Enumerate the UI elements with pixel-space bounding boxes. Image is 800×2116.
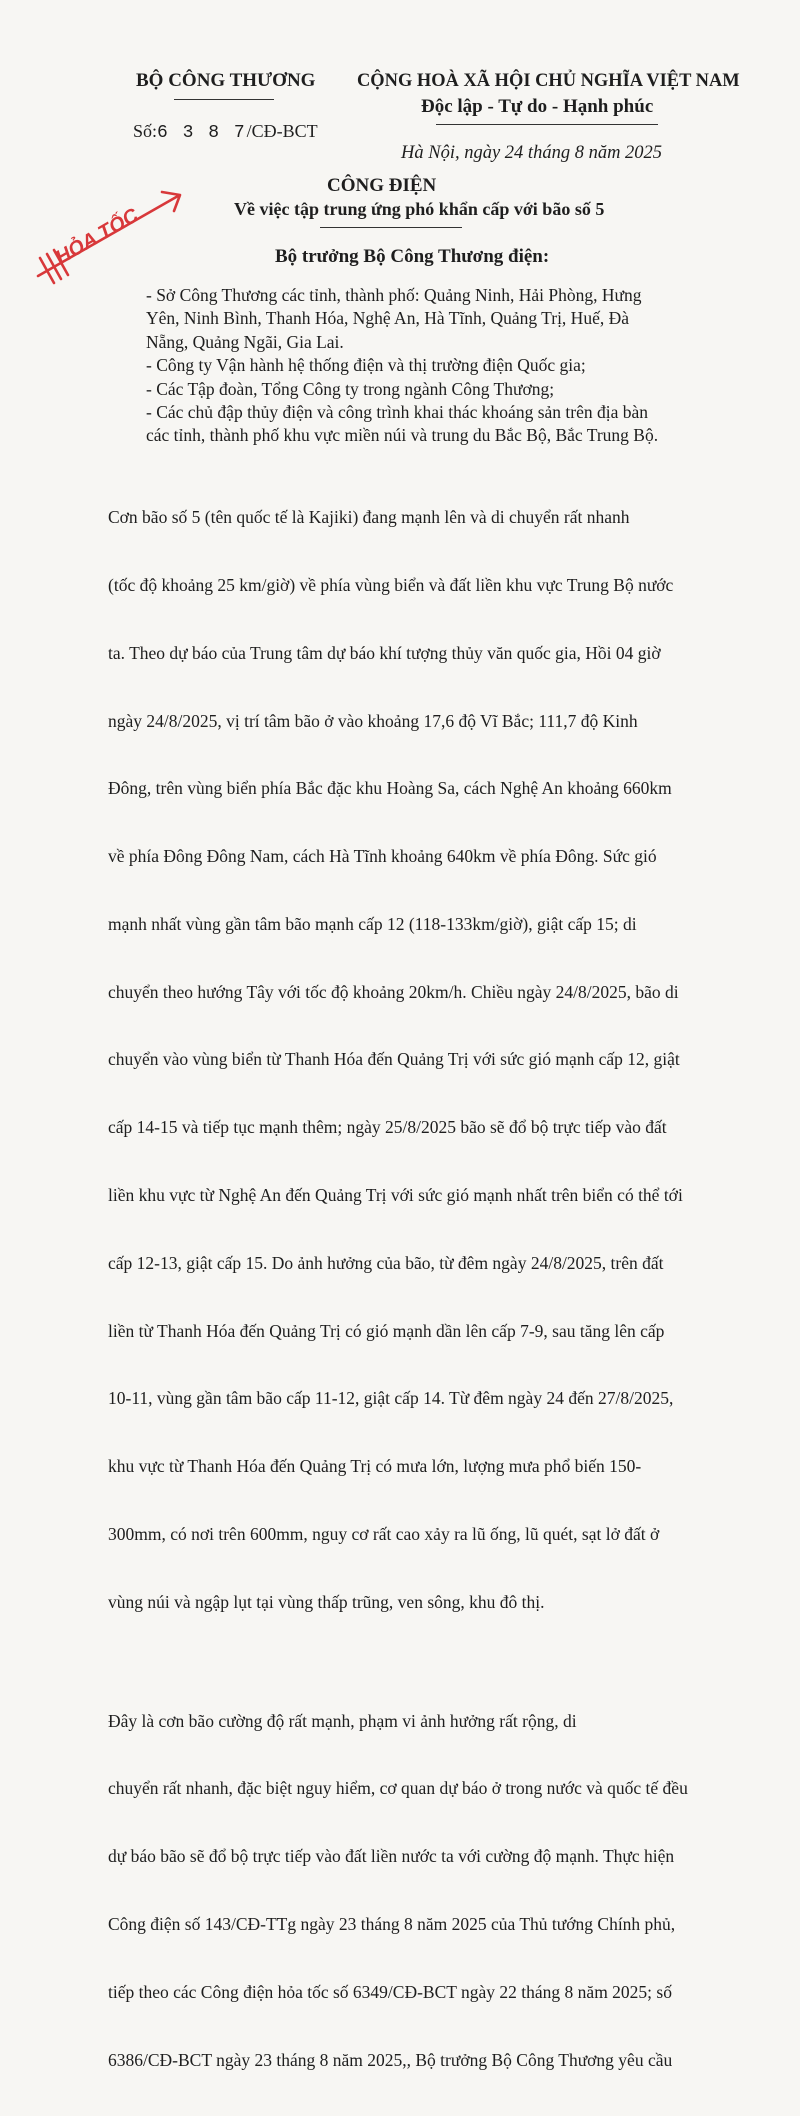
recipient-line: - Sở Công Thương các tỉnh, thành phố: Quảng Ninh, Hải Phòng, Hưng — [146, 285, 642, 305]
body-line: 6386/CĐ-BCT ngày 23 tháng 8 năm 2025,, Bộ trưởng Bộ Công Thương yêu cầu — [108, 2049, 673, 2070]
body-line: tiếp theo các Công điện hỏa tốc số 6349/CĐ-BCT ngày 22 tháng 8 năm 2025; số — [108, 1981, 672, 2002]
paragraph-gap — [108, 1658, 720, 1664]
body-line: khu vực từ Thanh Hóa đến Quảng Trị có mưa lớn, lượng mưa phổ biến 150- — [108, 1456, 642, 1477]
body-line: Đây là cơn bão cường độ rất mạnh, phạm vi ảnh hưởng rất rộng, di — [108, 1710, 577, 1731]
body-line: ta. Theo dự báo của Trung tâm dự báo khí tượng thủy văn quốc gia, Hồi 04 giờ — [108, 642, 661, 663]
urgent-stamp-text: HỎA TỐC — [51, 204, 143, 270]
recipient-list — [146, 284, 720, 448]
org-underline — [174, 99, 274, 100]
document-type: CÔNG ĐIỆN — [327, 175, 437, 196]
body-line: chuyển rất nhanh, đặc biệt nguy hiểm, cơ quan dự báo ở trong nước và quốc tế đều — [108, 1778, 688, 1799]
body-line: dự báo bão sẽ đổ bộ trực tiếp vào đất liền nước ta với cường độ mạnh. Thực hiện — [108, 1846, 675, 1867]
subject-underline — [320, 227, 462, 228]
recipient-line: các tỉnh, thành phố khu vực miền núi và trung du Bắc Bộ, Bắc Trung Bộ. — [146, 425, 659, 446]
recipient-line: Nẵng, Quảng Ngãi, Gia Lai. — [146, 331, 344, 352]
recipient-line: - Công ty Vận hành hệ thống điện và thị trường điện Quốc gia; — [146, 355, 586, 376]
document-number — [133, 121, 318, 143]
document-subject: Về việc tập trung ứng phó khẩn cấp với bão số 5 — [234, 199, 605, 219]
addressee-line: Bộ trưởng Bộ Công Thương điện: — [275, 246, 550, 267]
recipient-line: Yên, Ninh Bình, Thanh Hóa, Nghệ An, Hà Tĩnh, Quảng Trị, Huế, Đà — [146, 308, 629, 329]
body-line: về phía Đông Đông Nam, cách Hà Tĩnh khoảng 640km về phía Đông. Sức gió — [108, 846, 657, 867]
doc-number-suffix: /CĐ-BCT — [246, 121, 318, 141]
issuing-organization: BỘ CÔNG THƯƠNG — [136, 70, 316, 91]
body-line: liền từ Thanh Hóa đến Quảng Trị có gió mạnh dần lên cấp 7-9, sau tăng lên cấp — [108, 1320, 665, 1341]
body-line: chuyển theo hướng Tây với tốc độ khoảng 20km/h. Chiều ngày 24/8/2025, bão di — [108, 981, 679, 1002]
body-text — [108, 461, 720, 2116]
body-line: cấp 12-13, giật cấp 15. Do ảnh hưởng của bão, từ đêm ngày 24/8/2025, trên đất — [108, 1252, 664, 1273]
doc-number-prefix: Số: — [133, 121, 158, 141]
body-line: 10-11, vùng gần tâm bão cấp 11-12, giật cấp 14. Từ đêm ngày 24 đến 27/8/2025, — [108, 1388, 674, 1409]
body-line: ngày 24/8/2025, vị trí tâm bão ở vào khoảng 17,6 độ Vĩ Bắc; 111,7 độ Kinh — [108, 710, 638, 731]
recipient-line: - Các Tập đoàn, Tổng Công ty trong ngành Công Thương; — [146, 378, 555, 399]
national-motto: Độc lập - Tự do - Hạnh phúc — [421, 96, 654, 117]
doc-number-value: 6 3 8 7 — [157, 123, 247, 143]
body-line: Đông, trên vùng biển phía Bắc đặc khu Hoàng Sa, cách Nghệ An khoảng 660km — [108, 778, 672, 799]
body-line: mạnh nhất vùng gần tâm bão mạnh cấp 12 (118-133km/giờ), giật cấp 15; di — [108, 913, 637, 934]
recipient-line: - Các chủ đập thủy điện và công trình khai thác khoáng sản trên địa bàn — [146, 402, 648, 423]
place-and-date: Hà Nội, ngày 24 tháng 8 năm 2025 — [401, 143, 663, 163]
motto-underline — [436, 124, 658, 125]
body-line: chuyển vào vùng biển từ Thanh Hóa đến Quảng Trị với sức gió mạnh cấp 12, giật — [108, 1049, 680, 1070]
body-line: 300mm, có nơi trên 600mm, nguy cơ rất cao xảy ra lũ ống, lũ quét, sạt lở đất ở — [108, 1523, 660, 1544]
body-line: Cơn bão số 5 (tên quốc tế là Kajiki) đang mạnh lên và di chuyển rất nhanh — [108, 507, 630, 528]
body-line: Công điện số 143/CĐ-TTg ngày 23 tháng 8 năm 2025 của Thủ tướng Chính phủ, — [108, 1914, 676, 1934]
body-line: (tốc độ khoảng 25 km/giờ) về phía vùng biển và đất liền khu vực Trung Bộ nước — [108, 574, 674, 595]
body-line: vùng núi và ngập lụt tại vùng thấp trũng, ven sông, khu đô thị. — [108, 1591, 545, 1612]
country-name: CỘNG HOÀ XÃ HỘI CHỦ NGHĨA VIỆT NAM — [357, 70, 740, 91]
body-line: liền khu vực từ Nghệ An đến Quảng Trị với sức gió mạnh nhất trên biển có thể tới — [108, 1185, 683, 1205]
body-line: cấp 14-15 và tiếp tục mạnh thêm; ngày 25/8/2025 bão sẽ đổ bộ trực tiếp vào đất — [108, 1117, 667, 1138]
